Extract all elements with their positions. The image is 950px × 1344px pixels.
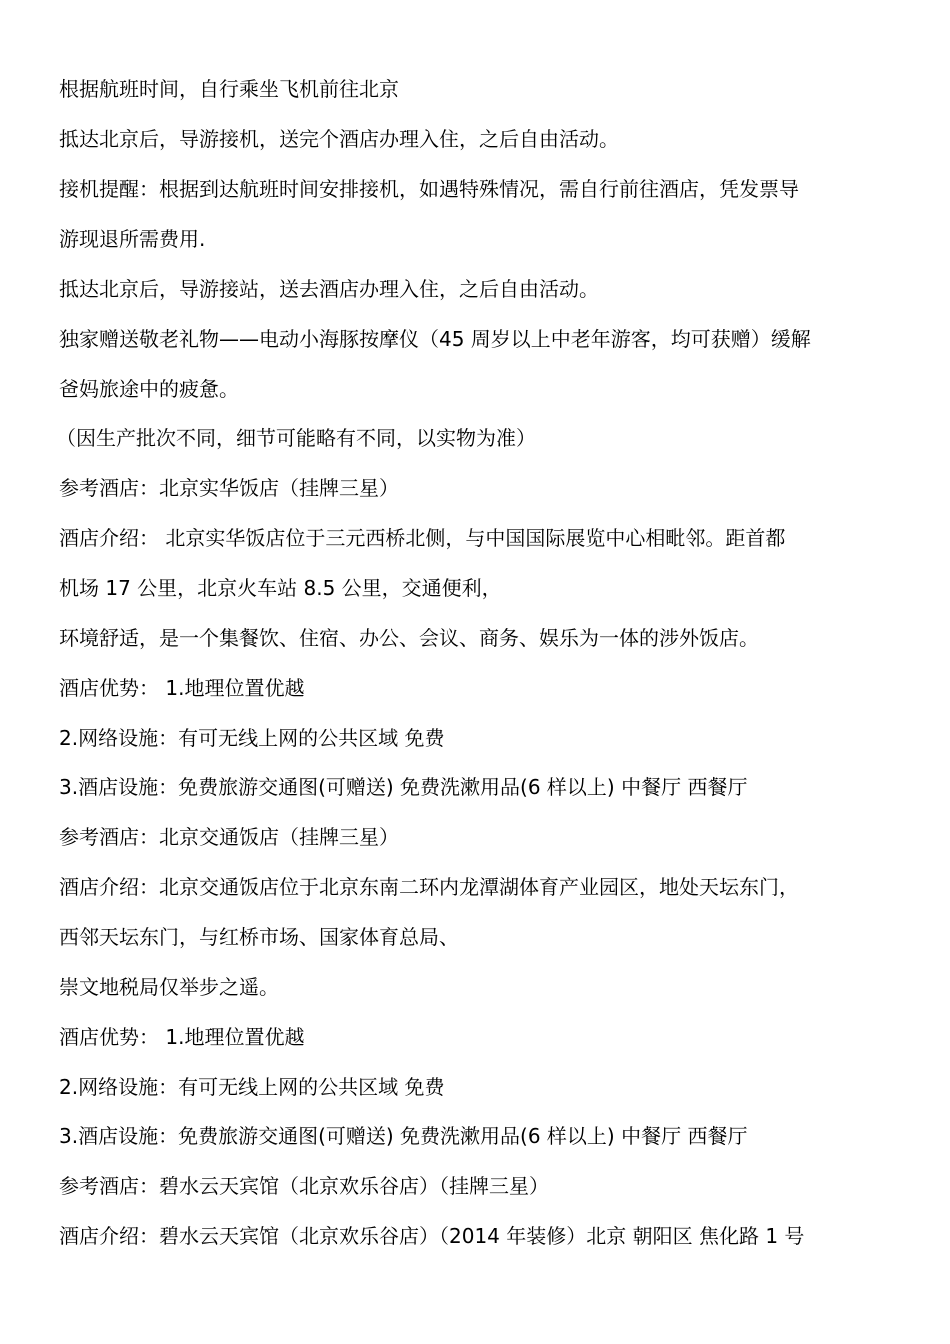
text-line: 机场 17 公里，北京火车站 8.5 公里，交通便利， [59, 576, 502, 600]
text-line: 参考酒店：北京交通饭店（挂牌三星） [59, 825, 399, 849]
text-line: 酒店优势： 1.地理位置优越 [59, 1025, 305, 1049]
text-line: 西邻天坛东门，与红桥市场、国家体育总局、 [59, 925, 459, 949]
text-line: 酒店介绍：碧水云天宾馆（北京欢乐谷店）（2014 年装修）北京 朝阳区 焦化路 1 号 [59, 1224, 805, 1248]
text-line: 环境舒适，是一个集餐饮、住宿、办公、会议、商务、娱乐为一体的涉外饭店。 [59, 626, 759, 650]
text-line: 酒店介绍： 北京实华饭店位于三元西桥北侧，与中国国际展览中心相毗邻。距首都 [59, 526, 786, 550]
text-line: 抵达北京后，导游接站，送去酒店办理入住，之后自由活动。 [59, 277, 599, 301]
text-line: 爸妈旅途中的疲惫。 [59, 377, 239, 401]
text-line: 参考酒店：北京实华饭店（挂牌三星） [59, 476, 399, 500]
text-line: 抵达北京后，导游接机，送完个酒店办理入住，之后自由活动。 [59, 127, 619, 151]
text-line: 独家赠送敬老礼物——电动小海豚按摩仪（45 周岁以上中老年游客，均可获赠）缓解 [59, 327, 811, 351]
text-line: 接机提醒：根据到达航班时间安排接机，如遇特殊情况，需自行前往酒店，凭发票导 [59, 177, 799, 201]
text-line: 游现退所需费用. [59, 227, 206, 251]
text-line: 酒店优势： 1.地理位置优越 [59, 676, 305, 700]
text-line: 根据航班时间，自行乘坐飞机前往北京 [59, 77, 399, 101]
text-line: 3.酒店设施：免费旅游交通图(可赠送) 免费洗漱用品(6 样以上) 中餐厅 西餐厅 [59, 775, 748, 799]
text-line: 崇文地税局仅举步之遥。 [59, 975, 279, 999]
text-line: 2.网络设施：有可无线上网的公共区域 免费 [59, 1075, 445, 1099]
text-line: 参考酒店：碧水云天宾馆（北京欢乐谷店）（挂牌三星） [59, 1174, 549, 1198]
text-line: 酒店介绍：北京交通饭店位于北京东南二环内龙潭湖体育产业园区，地处天坛东门， [59, 875, 799, 899]
text-line: 2.网络设施：有可无线上网的公共区域 免费 [59, 726, 445, 750]
text-line: 3.酒店设施：免费旅游交通图(可赠送) 免费洗漱用品(6 样以上) 中餐厅 西餐厅 [59, 1124, 748, 1148]
text-line: （因生产批次不同，细节可能略有不同，以实物为准） [56, 426, 536, 450]
